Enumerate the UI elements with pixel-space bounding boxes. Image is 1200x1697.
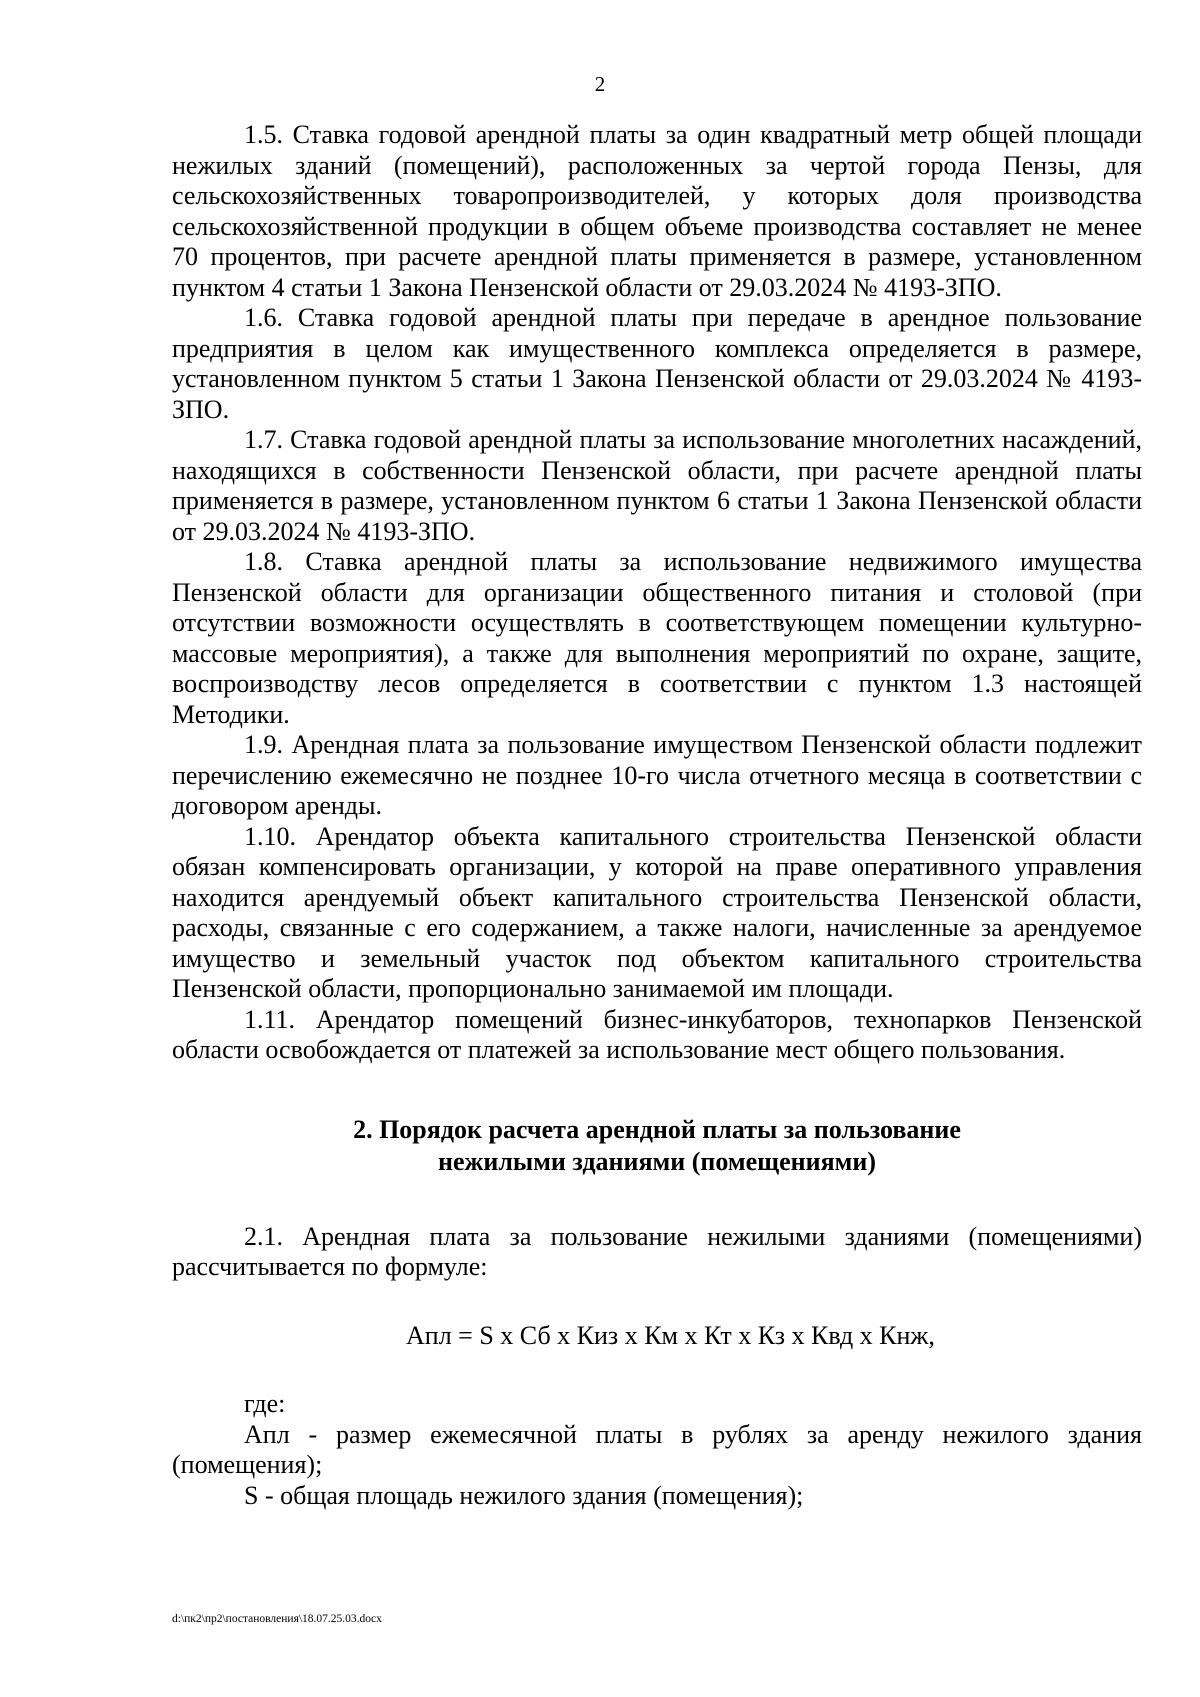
paragraph-1-10: 1.10. Арендатор объекта капитального строительства Пензенской области обязан компенсировать организации, у которой на праве оперативного управления находится арендуемый объект капитального строительства Пензенской области, расходы, связанные с его содержанием, а также налоги, начисленные за арендуемое имущество и земельный участок под объектом капитального строительства Пензенской области, пропорционально занимаемой им площади.: [172, 821, 1142, 1003]
section-heading-line-2: нежилыми зданиями (помещениями): [437, 1146, 877, 1176]
page-number: 2: [594, 72, 606, 96]
document-body: [172, 120, 1142, 1511]
paragraph-1-5: 1.5. Ставка годовой арендной платы за один квадратный метр общей площади нежилых зданий (помещений), расположенных за чертой города Пензы, для сельскохозяйственных товаропроизводителей, у которых доля производства сельскохозяйственной продукции в общем объеме производства составляет не менее 70 процентов, при расчете арендной платы применяется в размере, установленном пунктом 4 статьи 1 Закона Пензенской области от 29.03.2024 № 4193-ЗПО.: [172, 120, 1142, 302]
section-heading: [172, 1114, 1142, 1178]
paragraph-2-1: 2.1. Арендная плата за пользование нежилыми зданиями (помещениями) рассчитывается по формуле:: [172, 1221, 1142, 1281]
paragraph-1-6: 1.6. Ставка годовой арендной платы при передаче в арендное пользование предприятия в целом как имущественного комплекса определяется в размере, установленном пунктом 5 статьи 1 Закона Пензенской области от 29.03.2024 № 4193-ЗПО.: [172, 303, 1142, 424]
footer-file-path: d:\пк2\пр2\постановления\18.07.25.03.docx: [172, 1613, 382, 1625]
paragraph-1-9: 1.9. Арендная плата за пользование имуществом Пензенской области подлежит перечислению ежемесячно не позднее 10-го числа отчетного месяца в соответствии с договором аренды.: [172, 730, 1142, 820]
section-heading-line-1: 2. Порядок расчета арендной платы за пользование: [353, 1114, 961, 1144]
paragraph-1-8: 1.8. Ставка арендной платы за использование недвижимого имущества Пензенской области для организации общественного питания и столовой (при отсутствии возможности осуществлять в соответствующем помещении культурно-массовые мероприятия), а также для выполнения мероприятий по охране, защите, воспроизводству лесов определяется в соответствии с пунктом 1.3 настоящей Методики.: [172, 547, 1142, 729]
definition-apl: Апл - размер ежемесячной платы в рублях за аренду нежилого здания (помещения);: [172, 1419, 1142, 1479]
definition-s: S - общая площадь нежилого здания (помещения);: [244, 1480, 804, 1510]
paragraph-1-11: 1.11. Арендатор помещений бизнес-инкубаторов, технопарков Пензенской области освобождается от платежей за использование мест общего пользования.: [172, 1004, 1142, 1064]
rent-formula: Апл = S х Сб х Киз х Км х Кт х Кз х Квд х Кнж,: [406, 1320, 935, 1350]
paragraph-1-7: 1.7. Ставка годовой арендной платы за использование многолетних насаждений, находящихся в собственности Пензенской области, при расчете арендной платы применяется в размере, установленном пунктом 6 статьи 1 Закона Пензенской области от 29.03.2024 № 4193-ЗПО.: [172, 425, 1142, 546]
where-label: где:: [244, 1389, 286, 1418]
